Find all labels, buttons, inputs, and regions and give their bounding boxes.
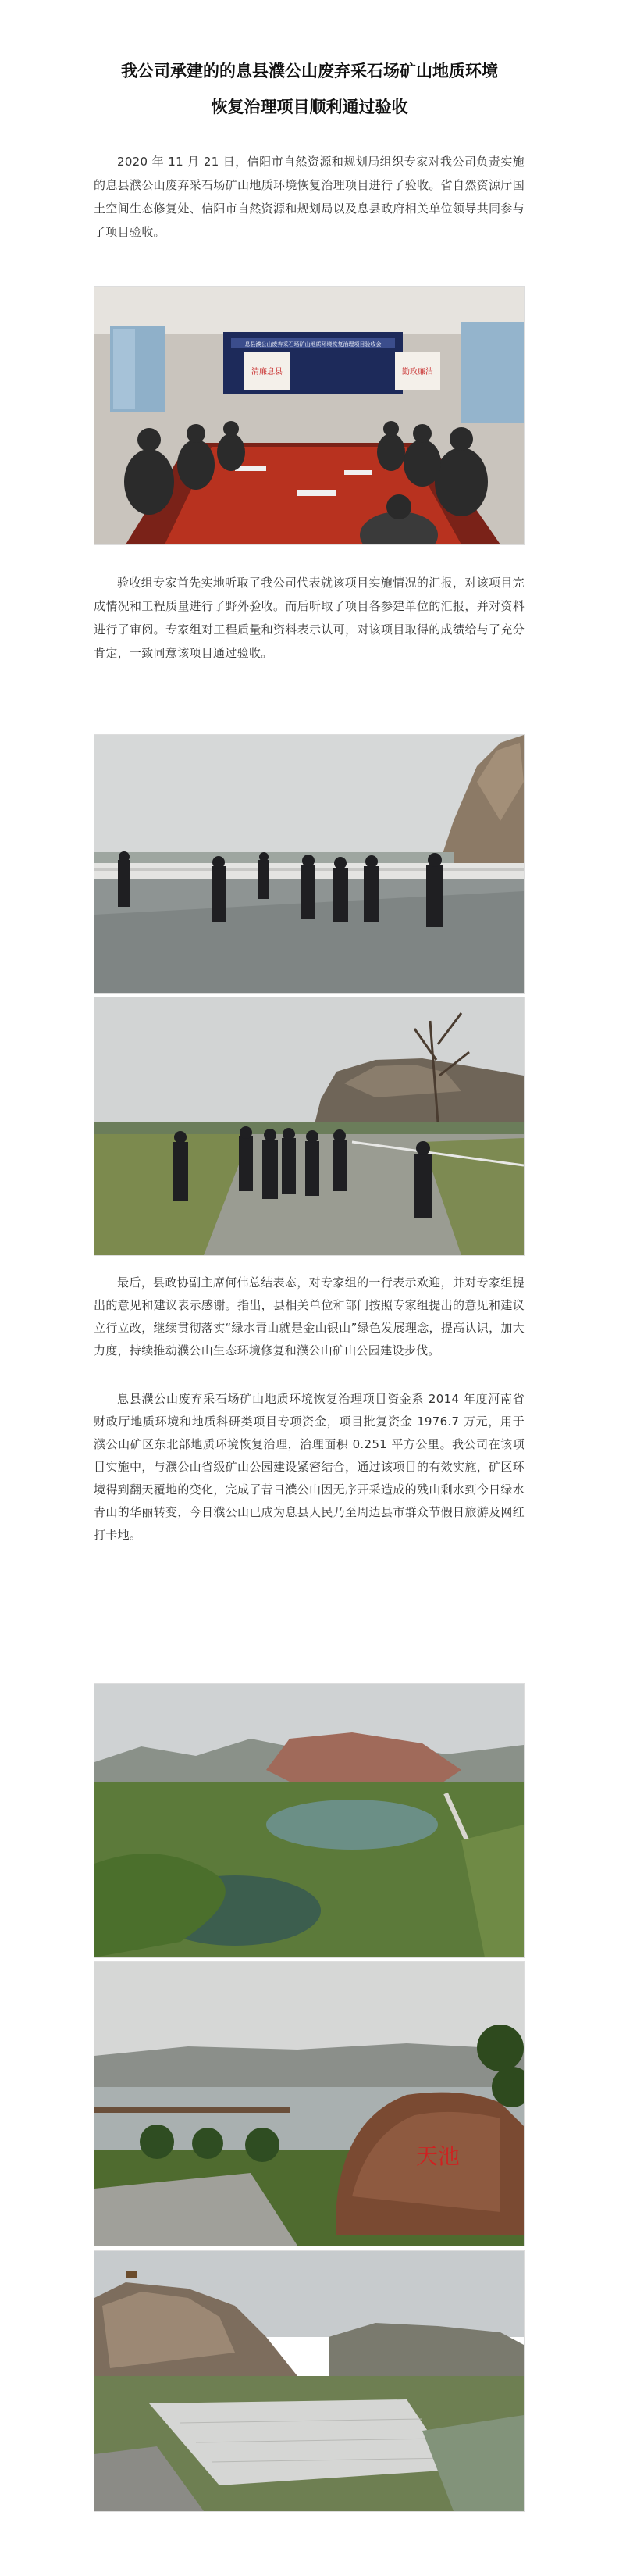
paragraph-intro: 2020 年 11 月 21 日，信阳市自然资源和规划局组织专家对我公司负责实施的息县濮公山废弃采石场矿山地质环境恢复治理项目进行了验收。省自然资源厅国土空间生态修复处、信阳市自然资源和规划局以及息县政府相关单位领导共同参与了项目验收。: [94, 155, 525, 239]
article-title-line-2: 恢复治理项目顺利通过验收: [211, 97, 408, 116]
banner-text: 息县濮公山废弃采石场矿山地质环境恢复治理项目验收会: [244, 341, 382, 348]
article-title-line-1: 我公司承建的的息县濮公山废弃采石场矿山地质环境: [121, 61, 498, 80]
meeting-photo: [94, 286, 525, 545]
paragraph-closing-remarks: 最后，县政协副主席何伟总结表态，对专家组的一行表示欢迎，并对专家组提出的意见和建议表示感谢。指出，县相关单位和部门按照专家组提出的意见和建议立行立改，继续贯彻落实“绿水青山就是金山银山”绿色发展理念，提高认识，加大力度，持续推动濮公山生态环境修复和濮公山矿山公园建设步伐。: [94, 1276, 525, 1358]
site-inspection-photo-1: [94, 734, 525, 994]
lakeside-rock-photo: [94, 1961, 525, 2246]
site-inspection-photo-2: [94, 997, 525, 1256]
poster-left-text: 清廉息县: [251, 368, 283, 376]
paragraph-inspection: 验收组专家首先实地听取了我公司代表就该项目实施情况的汇报，对该项目完成情况和工程质量进行了野外验收。而后听取了项目各参建单位的汇报，并对资料进行了审阅。专家组对工程质量和资料表示认可，对该项目取得的成绩给与了充分肯定，一致同意该项目通过验收。: [94, 576, 525, 660]
poster-right-text: 勤政廉洁: [402, 368, 433, 376]
rock-inscription: 天池: [415, 2143, 461, 2169]
quarry-lake-aerial-photo: [94, 1683, 525, 1958]
paragraph-project-background: 息县濮公山废弃采石场矿山地质环境恢复治理项目资金系 2014 年度河南省财政厅地质环境和地质科研类项目专项资金，项目批复资金 1976.7 万元，用于濮公山矿区东北部地质环境恢复治理，治理面积 0.251 平方公里。我公司在该项目实施中，与濮公山省级矿山公园建设紧密结合，通过该项目的有效实施，矿区环境得到翻天覆地的变化，完成了昔日濮公山因无序开采造成的残山剩水到今日绿水青山的华丽转变，今日濮公山已成为息县人民乃至周边县市群众节假日旅游及网红打卡地。: [94, 1392, 525, 1542]
quarry-plaza-photo: [94, 2250, 525, 2512]
